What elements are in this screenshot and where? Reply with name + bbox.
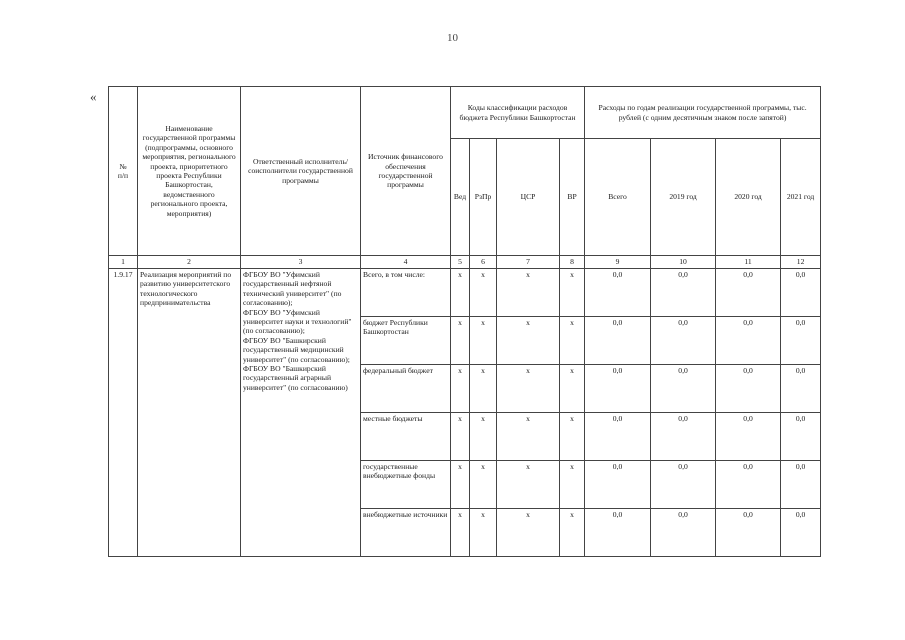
code-csr: x xyxy=(497,413,560,461)
code-vr: x xyxy=(560,461,585,509)
source-name: местные бюджеты xyxy=(361,413,451,461)
code-ved: x xyxy=(451,269,470,317)
col-number: 2 xyxy=(138,256,241,269)
code-rzpr: x xyxy=(470,269,497,317)
code-vr: x xyxy=(560,365,585,413)
col-number: 6 xyxy=(470,256,497,269)
source-name: внебюджетные источники xyxy=(361,509,451,557)
row-name: Реализация мероприятий по развитию университетского технологического предпринимательства xyxy=(138,269,241,557)
code-vr: x xyxy=(560,317,585,365)
expense-total: 0,0 xyxy=(585,509,651,557)
source-name: бюджет Республики Башкортостан xyxy=(361,317,451,365)
code-csr: x xyxy=(497,509,560,557)
code-rzpr: x xyxy=(470,509,497,557)
source-name: государственные внебюджетные фонды xyxy=(361,461,451,509)
expense-2020: 0,0 xyxy=(716,509,781,557)
expense-2021: 0,0 xyxy=(781,269,821,317)
col-number: 5 xyxy=(451,256,470,269)
header-expense-total: Всего xyxy=(585,139,651,256)
expense-2019: 0,0 xyxy=(651,509,716,557)
expense-2019: 0,0 xyxy=(651,269,716,317)
code-rzpr: x xyxy=(470,413,497,461)
code-rzpr: x xyxy=(470,461,497,509)
code-vr: x xyxy=(560,509,585,557)
expense-total: 0,0 xyxy=(585,269,651,317)
header-code-vr: ВР xyxy=(560,139,585,256)
expense-2020: 0,0 xyxy=(716,269,781,317)
expense-2021: 0,0 xyxy=(781,365,821,413)
code-rzpr: x xyxy=(470,365,497,413)
source-name: Всего, в том числе: xyxy=(361,269,451,317)
code-rzpr: x xyxy=(470,317,497,365)
expense-2020: 0,0 xyxy=(716,365,781,413)
page-number: 10 xyxy=(447,32,458,44)
header-expenses-group: Расходы по годам реализации государственной программы, тыс. рублей (с одним десятичным знаком после запятой) xyxy=(585,87,821,139)
executor-item: ФГБОУ ВО "Уфимский государственный нефтяной технический университет" (по согласованию); xyxy=(243,270,342,308)
opening-quote-mark: « xyxy=(90,89,97,104)
header-code-rzpr: РзПр xyxy=(470,139,497,256)
expense-total: 0,0 xyxy=(585,365,651,413)
header-code-csr: ЦСР xyxy=(497,139,560,256)
header-codes-group: Коды классификации расходов бюджета Республики Башкортостан xyxy=(451,87,585,139)
header-expense-2020: 2020 год xyxy=(716,139,781,256)
col-number: 4 xyxy=(361,256,451,269)
col-number: 7 xyxy=(497,256,560,269)
code-ved: x xyxy=(451,413,470,461)
header-executor: Ответственный исполнитель/соисполнители государственной программы xyxy=(241,87,361,256)
header-source: Источник финансового обеспечения государственной программы xyxy=(361,87,451,256)
expense-2019: 0,0 xyxy=(651,365,716,413)
header-code-ved: Вед xyxy=(451,139,470,256)
expense-2020: 0,0 xyxy=(716,413,781,461)
executor-item: ФГБОУ ВО "Уфимский университет науки и технологий" (по согласованию); xyxy=(243,307,352,336)
header-num: № п/п xyxy=(109,87,138,256)
header-expense-2021: 2021 год xyxy=(781,139,821,256)
code-csr: x xyxy=(497,461,560,509)
header-name: Наименование государственной программы (подпрограммы, основного мероприятия, регионального проекта, приоритетного проекта Республики Башкортостан, ведомственного регионального проекта, мероприятия) xyxy=(138,87,241,256)
expense-total: 0,0 xyxy=(585,413,651,461)
expense-2019: 0,0 xyxy=(651,413,716,461)
expense-2021: 0,0 xyxy=(781,509,821,557)
expense-2021: 0,0 xyxy=(781,413,821,461)
col-number: 11 xyxy=(716,256,781,269)
code-ved: x xyxy=(451,461,470,509)
header-expense-2019: 2019 год xyxy=(651,139,716,256)
col-number: 1 xyxy=(109,256,138,269)
code-vr: x xyxy=(560,413,585,461)
code-csr: x xyxy=(497,317,560,365)
expense-2021: 0,0 xyxy=(781,317,821,365)
executor-item: ФГБОУ ВО "Башкирский государственный медицинский университет" (по согласованию); xyxy=(243,335,350,364)
expense-2020: 0,0 xyxy=(716,461,781,509)
code-csr: x xyxy=(497,365,560,413)
code-ved: x xyxy=(451,365,470,413)
code-ved: x xyxy=(451,509,470,557)
table-row xyxy=(109,269,821,317)
row-executors xyxy=(241,269,361,557)
expense-2021: 0,0 xyxy=(781,461,821,509)
row-index: 1.9.17 xyxy=(109,269,138,557)
code-vr: x xyxy=(560,269,585,317)
column-number-row xyxy=(109,256,821,269)
col-number: 3 xyxy=(241,256,361,269)
code-csr: x xyxy=(497,269,560,317)
source-name: федеральный бюджет xyxy=(361,365,451,413)
expense-total: 0,0 xyxy=(585,317,651,365)
col-number: 8 xyxy=(560,256,585,269)
col-number: 10 xyxy=(651,256,716,269)
expense-2019: 0,0 xyxy=(651,317,716,365)
budget-table xyxy=(108,86,821,557)
code-ved: x xyxy=(451,317,470,365)
col-number: 12 xyxy=(781,256,821,269)
expense-2019: 0,0 xyxy=(651,461,716,509)
col-number: 9 xyxy=(585,256,651,269)
expense-total: 0,0 xyxy=(585,461,651,509)
executor-item: ФГБОУ ВО "Башкирский государственный аграрный университет" (по согласованию) xyxy=(243,364,348,392)
expense-2020: 0,0 xyxy=(716,317,781,365)
